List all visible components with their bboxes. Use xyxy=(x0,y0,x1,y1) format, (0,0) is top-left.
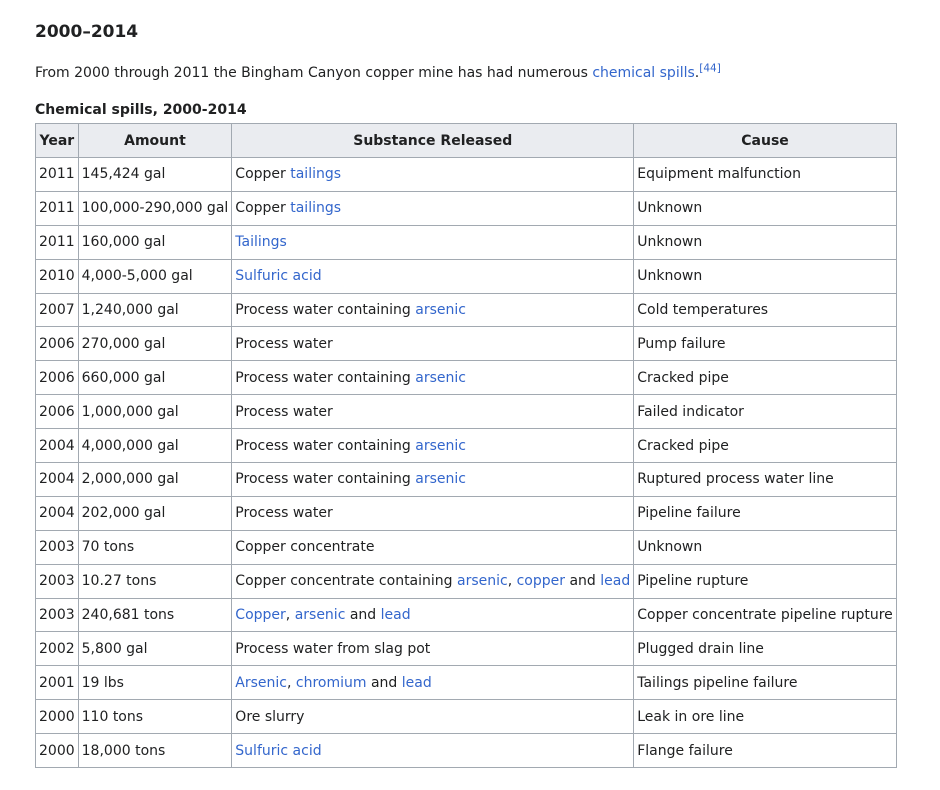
cell-amount: 2,000,000 gal xyxy=(78,463,232,497)
cell-cause: Plugged drain line xyxy=(634,632,897,666)
cell-cause: Tailings pipeline failure xyxy=(634,666,897,700)
cell-amount: 10.27 tons xyxy=(78,564,232,598)
table-body xyxy=(36,158,897,768)
chemical-spills-table xyxy=(35,123,897,768)
cell-substance xyxy=(232,564,634,598)
substance-text: Copper xyxy=(235,200,291,217)
table-row xyxy=(36,327,897,361)
table-row xyxy=(36,463,897,497)
table-row xyxy=(36,259,897,293)
cell-year: 2011 xyxy=(36,158,79,192)
cell-year: 2002 xyxy=(36,632,79,666)
cell-cause: Pipeline failure xyxy=(634,496,897,530)
substance-text: Process water containing xyxy=(235,471,416,488)
cell-substance xyxy=(232,463,634,497)
cell-amount: 660,000 gal xyxy=(78,361,232,395)
substance-link[interactable]: arsenic xyxy=(415,302,466,318)
cell-substance xyxy=(232,700,634,734)
cell-year: 2007 xyxy=(36,293,79,327)
substance-link[interactable]: arsenic xyxy=(415,471,466,488)
cell-year: 2003 xyxy=(36,598,79,632)
substance-text: Process water xyxy=(235,505,333,522)
substance-link[interactable]: arsenic xyxy=(415,369,466,386)
cell-amount: 1,240,000 gal xyxy=(78,293,232,327)
cell-amount: 4,000,000 gal xyxy=(78,429,232,463)
substance-text: and xyxy=(565,573,601,590)
substance-link[interactable]: Sulfuric acid xyxy=(235,268,322,285)
cell-cause: Pipeline rupture xyxy=(634,564,897,598)
table-row xyxy=(36,191,897,225)
cell-amount: 270,000 gal xyxy=(78,327,232,361)
table-row xyxy=(36,158,897,192)
cell-cause: Cracked pipe xyxy=(634,361,897,395)
cell-year: 2000 xyxy=(36,700,79,734)
cell-cause: Unknown xyxy=(634,191,897,225)
cell-substance xyxy=(232,191,634,225)
chemical-spills-link[interactable]: chemical spills xyxy=(592,65,695,81)
cell-year: 2000 xyxy=(36,734,79,768)
table-row xyxy=(36,293,897,327)
cell-amount: 145,424 gal xyxy=(78,158,232,192)
intro-text: From 2000 through 2011 the Bingham Canyon copper mine has had numerous xyxy=(35,65,593,81)
reference-44[interactable] xyxy=(699,62,721,74)
substance-text: and xyxy=(366,674,402,691)
cell-year: 2006 xyxy=(36,327,79,361)
cell-year: 2003 xyxy=(36,530,79,564)
table-row xyxy=(36,429,897,463)
substance-text: Process water xyxy=(235,335,333,352)
reference-link[interactable]: [44] xyxy=(699,62,721,75)
cell-cause: Flange failure xyxy=(634,734,897,768)
substance-link[interactable]: lead xyxy=(401,674,432,691)
table-row xyxy=(36,395,897,429)
header-year: Year xyxy=(36,124,79,158)
substance-link[interactable]: tailings xyxy=(290,166,342,183)
cell-year: 2004 xyxy=(36,463,79,497)
cell-year: 2011 xyxy=(36,225,79,259)
cell-amount: 4,000-5,000 gal xyxy=(78,259,232,293)
cell-cause: Cold temperatures xyxy=(634,293,897,327)
cell-cause: Unknown xyxy=(634,530,897,564)
substance-text: Copper concentrate containing xyxy=(235,573,457,590)
cell-cause: Pump failure xyxy=(634,327,897,361)
cell-year: 2004 xyxy=(36,429,79,463)
substance-link[interactable]: Sulfuric acid xyxy=(235,742,322,759)
section-heading: 2000–2014 xyxy=(35,22,139,42)
cell-year: 2006 xyxy=(36,395,79,429)
cell-substance xyxy=(232,666,634,700)
cell-substance xyxy=(232,158,634,192)
substance-text: Process water from slag pot xyxy=(235,640,431,657)
table-row xyxy=(36,361,897,395)
cell-amount: 19 lbs xyxy=(78,666,232,700)
substance-text: , xyxy=(285,607,295,624)
cell-substance xyxy=(232,361,634,395)
cell-cause: Unknown xyxy=(634,259,897,293)
cell-cause: Ruptured process water line xyxy=(634,463,897,497)
cell-cause: Failed indicator xyxy=(634,395,897,429)
substance-link[interactable]: arsenic xyxy=(415,437,466,454)
cell-cause: Unknown xyxy=(634,225,897,259)
table-row xyxy=(36,225,897,259)
substance-text: Ore slurry xyxy=(235,708,305,725)
header-substance: Substance Released xyxy=(232,124,634,158)
cell-amount: 5,800 gal xyxy=(78,632,232,666)
substance-text: Process water xyxy=(235,403,333,420)
substance-link[interactable]: Tailings xyxy=(235,234,287,251)
cell-year: 2010 xyxy=(36,259,79,293)
cell-substance xyxy=(232,598,634,632)
substance-text: Copper xyxy=(235,166,291,183)
header-amount: Amount xyxy=(78,124,232,158)
substance-text: Process water containing xyxy=(235,437,416,454)
substance-text: , xyxy=(287,674,296,691)
cell-year: 2011 xyxy=(36,191,79,225)
cell-substance xyxy=(232,632,634,666)
table-row xyxy=(36,496,897,530)
substance-link[interactable]: arsenic xyxy=(457,573,508,590)
table-row xyxy=(36,530,897,564)
cell-cause: Leak in ore line xyxy=(634,700,897,734)
cell-substance xyxy=(232,530,634,564)
substance-link[interactable]: lead xyxy=(380,607,411,624)
substance-text: , xyxy=(507,573,517,590)
table-row xyxy=(36,564,897,598)
table-row xyxy=(36,734,897,768)
cell-substance xyxy=(232,327,634,361)
substance-link[interactable]: Copper xyxy=(235,607,286,624)
cell-cause: Copper concentrate pipeline rupture xyxy=(634,598,897,632)
cell-substance xyxy=(232,734,634,768)
cell-substance xyxy=(232,429,634,463)
cell-amount: 1,000,000 gal xyxy=(78,395,232,429)
table-header-row xyxy=(36,124,897,158)
cell-year: 2004 xyxy=(36,496,79,530)
intro-paragraph xyxy=(35,62,940,84)
table-row xyxy=(36,700,897,734)
cell-amount: 110 tons xyxy=(78,700,232,734)
header-cause: Cause xyxy=(634,124,897,158)
cell-year: 2006 xyxy=(36,361,79,395)
substance-text: and xyxy=(345,607,381,624)
substance-link[interactable]: Arsenic xyxy=(235,674,287,691)
cell-substance xyxy=(232,293,634,327)
cell-amount: 160,000 gal xyxy=(78,225,232,259)
substance-link[interactable]: copper xyxy=(516,573,566,590)
substance-text: Copper concentrate xyxy=(235,539,375,556)
cell-amount: 240,681 tons xyxy=(78,598,232,632)
cell-substance xyxy=(232,395,634,429)
table-row xyxy=(36,632,897,666)
table-row xyxy=(36,666,897,700)
cell-amount: 100,000-290,000 gal xyxy=(78,191,232,225)
table-caption: Chemical spills, 2000-2014 xyxy=(35,102,247,118)
cell-year: 2003 xyxy=(36,564,79,598)
cell-cause: Equipment malfunction xyxy=(634,158,897,192)
cell-substance xyxy=(232,225,634,259)
cell-amount: 70 tons xyxy=(78,530,232,564)
cell-cause: Cracked pipe xyxy=(634,429,897,463)
cell-amount: 18,000 tons xyxy=(78,734,232,768)
cell-substance xyxy=(232,259,634,293)
substance-link[interactable]: tailings xyxy=(290,200,342,217)
substance-text: Process water containing xyxy=(235,302,416,318)
table-row xyxy=(36,598,897,632)
substance-link[interactable]: arsenic xyxy=(294,607,346,624)
cell-year: 2001 xyxy=(36,666,79,700)
substance-text: Process water containing xyxy=(235,369,416,386)
substance-link[interactable]: chromium xyxy=(295,674,367,691)
intro-period: . xyxy=(694,65,700,81)
cell-amount: 202,000 gal xyxy=(78,496,232,530)
cell-substance xyxy=(232,496,634,530)
substance-link[interactable]: lead xyxy=(600,573,631,590)
